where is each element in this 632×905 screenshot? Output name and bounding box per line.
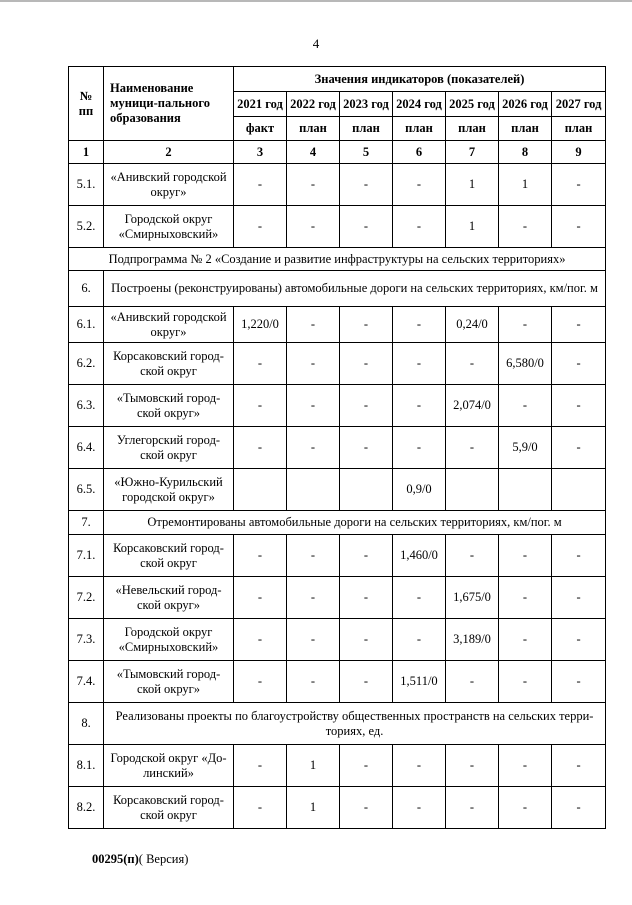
indicator-value: - bbox=[340, 577, 393, 619]
table-row bbox=[69, 206, 606, 248]
municipality-name: «Тымовский город-ской округ» bbox=[104, 661, 234, 703]
indicator-value bbox=[499, 469, 552, 511]
indicator-value: - bbox=[287, 385, 340, 427]
indicator-value: - bbox=[340, 745, 393, 787]
table-row bbox=[69, 619, 606, 661]
table-row bbox=[69, 745, 606, 787]
indicator-value: - bbox=[340, 385, 393, 427]
indicator-value: - bbox=[446, 745, 499, 787]
indicator-value: - bbox=[446, 661, 499, 703]
section-title: Построены (реконструированы) автомобильные дороги на сельских территориях, км/пог. м bbox=[104, 271, 606, 307]
header-year: 2026 год bbox=[499, 92, 552, 117]
indicator-value: - bbox=[234, 745, 287, 787]
indicator-value: 0,24/0 bbox=[446, 307, 499, 343]
indicator-value: - bbox=[499, 535, 552, 577]
indicator-value: - bbox=[234, 206, 287, 248]
row-number: 7.3. bbox=[69, 619, 104, 661]
top-rule bbox=[0, 0, 632, 2]
indicator-value: - bbox=[234, 661, 287, 703]
header-type: план bbox=[499, 117, 552, 141]
indicator-value bbox=[234, 469, 287, 511]
table-row bbox=[69, 577, 606, 619]
indicator-value: - bbox=[446, 535, 499, 577]
column-number: 7 bbox=[446, 141, 499, 164]
indicator-value: - bbox=[552, 535, 606, 577]
indicator-value: 1,511/0 bbox=[393, 661, 446, 703]
indicator-value: - bbox=[446, 427, 499, 469]
header-num: № пп bbox=[69, 67, 104, 141]
section-row bbox=[69, 511, 606, 535]
indicator-value: - bbox=[340, 535, 393, 577]
indicator-value: - bbox=[287, 307, 340, 343]
column-number: 6 bbox=[393, 141, 446, 164]
header-row-title bbox=[69, 67, 606, 92]
row-number: 6.5. bbox=[69, 469, 104, 511]
indicator-value: - bbox=[552, 206, 606, 248]
indicator-value: - bbox=[234, 619, 287, 661]
indicator-value: 0,9/0 bbox=[393, 469, 446, 511]
indicator-value: - bbox=[287, 343, 340, 385]
column-number: 8 bbox=[499, 141, 552, 164]
indicator-value bbox=[340, 469, 393, 511]
municipality-name: «Анивский городской округ» bbox=[104, 164, 234, 206]
table-row bbox=[69, 787, 606, 829]
row-number: 7.2. bbox=[69, 577, 104, 619]
header-year: 2027 год bbox=[552, 92, 606, 117]
indicator-value: - bbox=[552, 385, 606, 427]
table-body bbox=[69, 67, 606, 829]
municipality-name: «Анивский городской округ» bbox=[104, 307, 234, 343]
subprogram-row bbox=[69, 248, 606, 271]
table-row bbox=[69, 385, 606, 427]
municipality-name: Корсаковский город-ской округ bbox=[104, 343, 234, 385]
indicator-value bbox=[552, 469, 606, 511]
indicator-value: - bbox=[234, 343, 287, 385]
indicator-value: - bbox=[446, 343, 499, 385]
table-row bbox=[69, 164, 606, 206]
column-number: 5 bbox=[340, 141, 393, 164]
section-title: Отремонтированы автомобильные дороги на сельских территориях, км/пог. м bbox=[104, 511, 606, 535]
header-type: план bbox=[446, 117, 499, 141]
header-year: 2024 год bbox=[393, 92, 446, 117]
header-municipality: Наименование муници-пального образования bbox=[104, 67, 234, 141]
table-row bbox=[69, 535, 606, 577]
subprogram-title: Подпрограмма № 2 «Создание и развитие инфраструктуры на сельских территориях» bbox=[69, 248, 606, 271]
row-number: 8. bbox=[69, 703, 104, 745]
header-year: 2023 год bbox=[340, 92, 393, 117]
indicator-value: - bbox=[393, 787, 446, 829]
municipality-name: Городской округ «До-линский» bbox=[104, 745, 234, 787]
indicator-value: 5,9/0 bbox=[499, 427, 552, 469]
indicator-value: - bbox=[552, 787, 606, 829]
table-row bbox=[69, 343, 606, 385]
indicator-value: - bbox=[552, 427, 606, 469]
column-number: 9 bbox=[552, 141, 606, 164]
row-number: 6.4. bbox=[69, 427, 104, 469]
row-number: 6.1. bbox=[69, 307, 104, 343]
indicator-value: 1 bbox=[287, 745, 340, 787]
row-number: 7.4. bbox=[69, 661, 104, 703]
indicator-value: - bbox=[393, 164, 446, 206]
header-year: 2022 год bbox=[287, 92, 340, 117]
indicator-value: - bbox=[552, 307, 606, 343]
indicator-value: - bbox=[552, 343, 606, 385]
indicator-value: - bbox=[393, 745, 446, 787]
row-number: 8.1. bbox=[69, 745, 104, 787]
indicator-value: 2,074/0 bbox=[446, 385, 499, 427]
indicator-value: - bbox=[287, 164, 340, 206]
indicator-value: 6,580/0 bbox=[499, 343, 552, 385]
header-type: план bbox=[552, 117, 606, 141]
municipality-name: Углегорский город-ской округ bbox=[104, 427, 234, 469]
row-number: 5.1. bbox=[69, 164, 104, 206]
indicator-value: 1 bbox=[499, 164, 552, 206]
page-number: 4 bbox=[312, 36, 320, 51]
document-code: 00295(п) bbox=[92, 852, 139, 866]
section-title: Реализованы проекты по благоустройству общественных пространств на сельских терри-ториях, ед. bbox=[104, 703, 606, 745]
table-row bbox=[69, 427, 606, 469]
indicator-value: - bbox=[340, 164, 393, 206]
indicator-value: - bbox=[287, 427, 340, 469]
indicator-value: - bbox=[393, 577, 446, 619]
header-type: факт bbox=[234, 117, 287, 141]
header-indicators: Значения индикаторов (показателей) bbox=[234, 67, 606, 92]
municipality-name: Городской округ «Смирныховский» bbox=[104, 206, 234, 248]
indicator-value: 1 bbox=[446, 164, 499, 206]
indicator-value: 1 bbox=[287, 787, 340, 829]
indicator-value: - bbox=[552, 661, 606, 703]
indicator-value: - bbox=[340, 619, 393, 661]
table-row bbox=[69, 307, 606, 343]
indicator-value: - bbox=[234, 385, 287, 427]
row-number: 6.3. bbox=[69, 385, 104, 427]
indicator-value bbox=[446, 469, 499, 511]
indicator-value: - bbox=[393, 343, 446, 385]
document-version: ( Версия) bbox=[138, 852, 189, 866]
indicator-value: - bbox=[552, 745, 606, 787]
municipality-name: Корсаковский город-ской округ bbox=[104, 535, 234, 577]
indicator-value: - bbox=[499, 745, 552, 787]
indicator-value: - bbox=[499, 787, 552, 829]
municipality-name: «Тымовский город-ской округ» bbox=[104, 385, 234, 427]
section-row bbox=[69, 271, 606, 307]
column-numbers-row bbox=[69, 141, 606, 164]
indicator-value: 3,189/0 bbox=[446, 619, 499, 661]
indicator-value: - bbox=[552, 164, 606, 206]
indicator-value: - bbox=[552, 619, 606, 661]
header-type: план bbox=[287, 117, 340, 141]
indicator-value: - bbox=[499, 577, 552, 619]
indicator-value: 1,460/0 bbox=[393, 535, 446, 577]
municipality-name: Городской округ «Смирныховский» bbox=[104, 619, 234, 661]
indicator-value: - bbox=[234, 427, 287, 469]
indicator-value: - bbox=[499, 661, 552, 703]
municipality-name: Корсаковский город-ской округ bbox=[104, 787, 234, 829]
header-year: 2021 год bbox=[234, 92, 287, 117]
table-row bbox=[69, 661, 606, 703]
indicator-value: - bbox=[287, 206, 340, 248]
indicator-value: - bbox=[393, 385, 446, 427]
indicator-value: - bbox=[287, 619, 340, 661]
indicator-value: - bbox=[499, 385, 552, 427]
municipality-name: «Невельский город-ской округ» bbox=[104, 577, 234, 619]
indicator-value: 1,675/0 bbox=[446, 577, 499, 619]
column-number: 3 bbox=[234, 141, 287, 164]
indicator-value: 1,220/0 bbox=[234, 307, 287, 343]
indicator-value: - bbox=[287, 535, 340, 577]
row-number: 5.2. bbox=[69, 206, 104, 248]
municipality-name: «Южно-Курильский городской округ» bbox=[104, 469, 234, 511]
indicators-table bbox=[68, 66, 606, 829]
indicator-value: - bbox=[499, 206, 552, 248]
indicator-value: - bbox=[340, 307, 393, 343]
indicator-value: 1 bbox=[446, 206, 499, 248]
indicator-value: - bbox=[499, 307, 552, 343]
section-row bbox=[69, 703, 606, 745]
indicator-value: - bbox=[393, 206, 446, 248]
indicator-value: - bbox=[393, 427, 446, 469]
row-number: 7. bbox=[69, 511, 104, 535]
indicator-value: - bbox=[393, 619, 446, 661]
indicator-value: - bbox=[340, 427, 393, 469]
indicator-value: - bbox=[552, 577, 606, 619]
column-number: 4 bbox=[287, 141, 340, 164]
document-footer bbox=[92, 852, 188, 867]
indicator-value: - bbox=[234, 535, 287, 577]
indicator-value: - bbox=[446, 787, 499, 829]
indicator-value: - bbox=[234, 577, 287, 619]
row-number: 8.2. bbox=[69, 787, 104, 829]
column-number: 1 bbox=[69, 141, 104, 164]
indicator-value: - bbox=[393, 307, 446, 343]
indicator-value: - bbox=[340, 206, 393, 248]
indicator-value: - bbox=[340, 343, 393, 385]
header-type: план bbox=[393, 117, 446, 141]
indicator-value: - bbox=[287, 577, 340, 619]
row-number: 7.1. bbox=[69, 535, 104, 577]
indicator-value bbox=[287, 469, 340, 511]
header-type: план bbox=[340, 117, 393, 141]
indicator-value: - bbox=[340, 787, 393, 829]
indicator-value: - bbox=[499, 619, 552, 661]
column-number: 2 bbox=[104, 141, 234, 164]
row-number: 6. bbox=[69, 271, 104, 307]
table-row bbox=[69, 469, 606, 511]
indicator-value: - bbox=[340, 661, 393, 703]
header-year: 2025 год bbox=[446, 92, 499, 117]
indicator-value: - bbox=[234, 164, 287, 206]
indicator-value: - bbox=[287, 661, 340, 703]
row-number: 6.2. bbox=[69, 343, 104, 385]
indicator-value: - bbox=[234, 787, 287, 829]
